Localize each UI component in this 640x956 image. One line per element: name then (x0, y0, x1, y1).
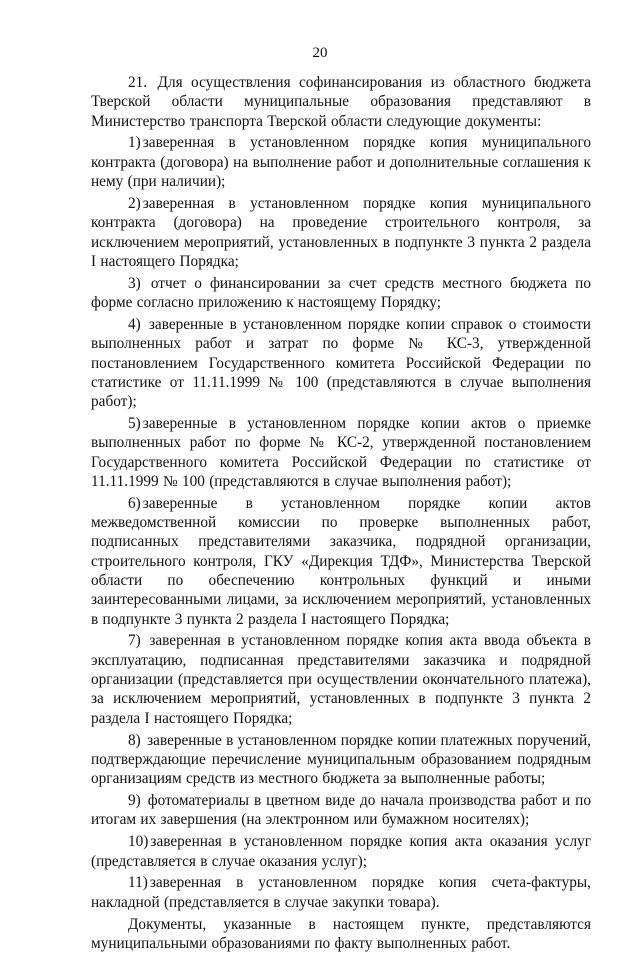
list-item-text: заверенные в установленном порядке копии актов о приемке выполненных работ по форме № КС-2, утвержденной постановлением Государственного комитета Российской Федерации по статистике от 11.11.1999 № 100 (представляются в случае выполнения работ); (91, 415, 591, 490)
list-item-number: 11) (128, 874, 148, 892)
list-item-10 (91, 832, 591, 871)
list-item-number: 3) (128, 274, 141, 292)
list-item-8 (91, 731, 591, 789)
list-item-6 (91, 494, 591, 629)
list-item-text: фотоматериалы в цветном виде до начала производства работ и по итогам их завершения (на электронном или бумажном носителях); (91, 792, 592, 829)
list-item-text: заверенная в установленном порядке копия счета-фактуры, накладной (представляется в случае закупки товара). (91, 874, 591, 911)
list-item-text: заверенная в установленном порядке копия акта ввода объекта в эксплуатацию, подписанная представителями заказчика и подрядной организации (представляется при осуществлении окончательного платежа), за исключением мероприятий, установленных в подпункте 3 пункта 2 раздела I настоящего Порядка; (91, 632, 591, 727)
list-item-number: 5) (128, 415, 141, 433)
paragraph-text: Для осуществления софинансирования из областного бюджета Тверской области муниципальные образования представляют в Министерство транспорта Тверской области следующие документы: (91, 74, 592, 130)
list-item-text: заверенные в установленном порядке копии платежных поручений, подтверждающие перечисление муниципальным образованием подрядным организациям средств из местного бюджета за выполненные работы; (91, 731, 591, 788)
closing-paragraph (91, 915, 591, 954)
list-item-number: 9) (128, 792, 141, 810)
list-item-number: 10) (128, 833, 149, 851)
list-item-number: 2) (128, 194, 141, 212)
list-item-9 (91, 791, 591, 830)
list-item-4 (91, 315, 591, 411)
page-number: 20 (312, 45, 328, 61)
list-item-5 (91, 414, 591, 491)
list-item-number: 6) (128, 494, 141, 512)
list-item-number: 1) (128, 134, 141, 152)
list-item-2 (91, 194, 591, 271)
list-item-number: 7) (128, 632, 141, 650)
document-body (91, 73, 591, 956)
list-item-1 (91, 133, 591, 191)
list-item-number: 4) (128, 315, 141, 333)
list-item-text: заверенные в установленном порядке копии актов межведомственной комиссии по проверке выполненных работ, подписанных представителями заказчика, подрядной организации, строительного контроля, ГКУ «Дирекция ТДФ», Министерства Тверской области по обеспечению контрольных функций и иными заинтересованными лицами, за исключением мероприятий, установленных в подпункте 3 пункта 2 раздела I настоящего Порядка; (91, 494, 591, 628)
list-item-text: заверенная в установленном порядке копия муниципального контракта (договора) на проведение строительного контроля, за исключением мероприятий, установленных в подпункте 3 пункта 2 раздела I настоящего Порядка; (91, 194, 591, 270)
list-item-text: заверенная в установленном порядке копия акта оказания услуг (представляется в случае оказания услуг); (91, 833, 591, 870)
list-item-text: заверенная в установленном порядке копия муниципального контракта (договора) на выполнение работ и дополнительные соглашения к нему (при наличии); (91, 134, 591, 191)
list-item-3 (91, 274, 591, 313)
paragraph-text: Документы, указанные в настоящем пункте, представляются муниципальными образованиями по факту выполненных работ. (91, 915, 591, 952)
list-item-7 (91, 631, 591, 727)
paragraph-21 (91, 73, 591, 131)
list-item-text: отчет о финансировании за счет средств местного бюджета по форме согласно приложению к настоящему Порядку; (91, 274, 591, 312)
list-item-11 (91, 873, 591, 912)
list-item-text: заверенные в установленном порядке копии справок о стоимости выполненных работ и затрат по форме № КС-3, утвержденной постановлением Государственного комитета Российской Федерации по статистике от 11.11.1999 № 100 (представляются в случае выполнения работ); (91, 315, 591, 411)
list-item-number: 8) (128, 731, 141, 749)
clause-number: 21. (128, 74, 148, 91)
